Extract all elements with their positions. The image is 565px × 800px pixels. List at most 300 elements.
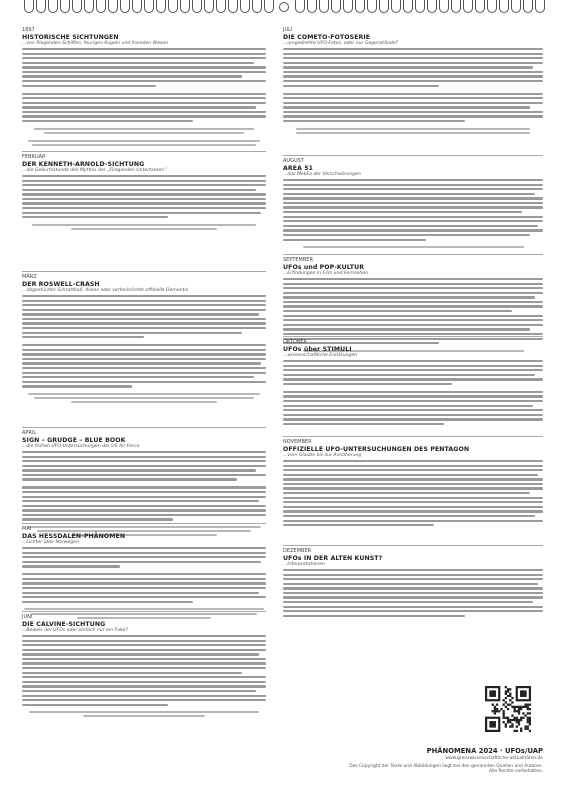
text-line xyxy=(283,197,543,199)
text-line xyxy=(22,592,259,594)
text-line xyxy=(283,225,538,227)
text-line xyxy=(283,206,543,208)
text-line xyxy=(22,71,266,73)
text-line xyxy=(22,62,254,64)
section-month: MÄRZ xyxy=(22,274,37,280)
text-line xyxy=(22,367,266,369)
text-line xyxy=(283,583,538,585)
section-body-text xyxy=(22,635,266,717)
text-line xyxy=(22,336,144,338)
text-line xyxy=(283,515,535,517)
text-line xyxy=(283,483,543,485)
binding-ring xyxy=(72,0,82,13)
binding-ring xyxy=(535,0,545,13)
binding-ring xyxy=(307,0,317,13)
text-line xyxy=(283,211,522,213)
caption-line xyxy=(296,132,530,134)
text-line xyxy=(22,313,259,315)
text-line xyxy=(283,71,543,73)
binding-ring xyxy=(216,0,226,13)
binding-ring xyxy=(60,0,70,13)
binding-ring xyxy=(144,0,154,13)
text-line xyxy=(22,381,266,383)
binding-ring xyxy=(499,0,509,13)
text-line xyxy=(22,469,256,471)
text-line xyxy=(22,573,266,575)
calendar-section xyxy=(22,28,266,149)
text-line xyxy=(22,587,266,589)
section-divider xyxy=(22,427,266,428)
binding-ring xyxy=(252,0,262,13)
section-month: JUNI xyxy=(22,614,33,620)
footer-rights: Alle Rechte vorbehalten. xyxy=(489,769,543,775)
footer-url: www.grenzwissenschaftliche-aktualitäten.de xyxy=(445,756,543,761)
text-line xyxy=(283,506,543,508)
section-divider xyxy=(283,545,543,546)
section-body-text xyxy=(22,547,266,619)
binding-ring xyxy=(475,0,485,13)
text-line xyxy=(22,518,173,520)
text-line xyxy=(283,360,543,362)
binding-ring xyxy=(36,0,46,13)
text-line xyxy=(22,565,120,567)
text-line xyxy=(22,451,266,453)
section-subtitle: ...Erfindungen in Film und Fernsehen xyxy=(283,270,369,276)
binding-ring xyxy=(240,0,250,13)
binding-ring xyxy=(415,0,425,13)
section-title: SIGN – GRUDGE – BLUE BOOK xyxy=(22,436,126,444)
text-line xyxy=(22,491,266,493)
calendar-section xyxy=(283,340,543,427)
calendar-section xyxy=(22,527,266,621)
text-line xyxy=(22,189,256,191)
binding-ring xyxy=(24,0,34,13)
section-divider xyxy=(283,254,543,255)
section-divider xyxy=(22,271,266,272)
text-line xyxy=(22,322,266,324)
caption-line xyxy=(28,393,260,395)
text-line xyxy=(283,319,543,321)
text-line xyxy=(22,635,266,637)
binding-ring xyxy=(355,0,365,13)
text-line xyxy=(283,574,543,576)
text-line xyxy=(22,505,266,507)
binding-ring xyxy=(343,0,353,13)
section-month: APRIL xyxy=(22,430,37,436)
text-line xyxy=(22,198,266,200)
text-line xyxy=(22,556,266,558)
text-line xyxy=(283,102,543,104)
text-line xyxy=(22,85,156,87)
text-line xyxy=(22,115,266,117)
text-line xyxy=(22,509,266,511)
caption-line xyxy=(29,711,258,713)
text-line xyxy=(22,500,259,502)
footer-copyright: Das Copyright der Texte und Abbildungen liegt bei den genannten Quellen und Autoren. xyxy=(349,764,543,769)
text-line xyxy=(283,106,530,108)
text-line xyxy=(283,478,543,480)
text-line xyxy=(283,188,543,190)
text-line xyxy=(22,658,266,660)
caption-line xyxy=(32,224,256,226)
calendar-section xyxy=(283,159,543,250)
section-divider xyxy=(283,155,543,156)
section-title: UFOs und POP-KULTUR xyxy=(283,263,365,271)
section-body-text xyxy=(22,175,266,230)
text-line xyxy=(22,318,266,320)
section-title: DAS HESSDALEN-PHÄNOMEN xyxy=(22,532,126,540)
text-line xyxy=(283,301,543,303)
text-line xyxy=(22,676,266,678)
text-line xyxy=(22,57,266,59)
binding-ring xyxy=(84,0,94,13)
text-line xyxy=(22,478,237,480)
section-title: HISTORISCHE SICHTUNGEN xyxy=(22,33,119,41)
section-title: DER KENNETH-ARNOLD-SICHTUNG xyxy=(22,160,145,168)
text-line xyxy=(22,460,266,462)
binding-ring xyxy=(96,0,106,13)
caption-line xyxy=(34,128,254,130)
text-line xyxy=(283,497,543,499)
binding-ring xyxy=(427,0,437,13)
text-line xyxy=(283,520,543,522)
text-line xyxy=(283,596,543,598)
text-line xyxy=(22,486,266,488)
section-body-text xyxy=(22,295,266,403)
binding-ring xyxy=(511,0,521,13)
text-line xyxy=(283,465,543,467)
text-line xyxy=(283,93,543,95)
text-line xyxy=(283,57,543,59)
caption-line xyxy=(44,132,244,134)
text-line xyxy=(22,48,266,50)
text-line xyxy=(283,487,543,489)
text-line xyxy=(22,202,266,204)
text-line xyxy=(283,85,439,87)
text-line xyxy=(283,296,535,298)
text-line xyxy=(283,324,543,326)
text-line xyxy=(22,175,266,177)
text-line xyxy=(22,681,266,683)
section-divider xyxy=(22,151,266,152)
text-line xyxy=(22,332,242,334)
section-body-text xyxy=(22,48,266,146)
caption-line xyxy=(83,715,205,717)
calendar-section xyxy=(22,615,266,720)
text-line xyxy=(283,120,465,122)
section-subtitle: ...die frühen UFO-Untersuchungen der US Air Force xyxy=(22,443,140,449)
text-line xyxy=(22,362,261,364)
binding-ring xyxy=(319,0,329,13)
text-line xyxy=(22,596,266,598)
text-line xyxy=(283,62,543,64)
text-line xyxy=(283,111,543,113)
text-line xyxy=(22,309,266,311)
text-line xyxy=(22,699,266,701)
text-line xyxy=(283,378,543,380)
text-line xyxy=(283,409,543,411)
text-line xyxy=(283,569,543,571)
section-title: UFOs über STIMULI xyxy=(283,345,352,353)
binding-ring xyxy=(403,0,413,13)
section-body-text xyxy=(283,569,543,617)
text-line xyxy=(283,287,543,289)
text-line xyxy=(283,239,426,241)
text-line xyxy=(22,193,266,195)
section-subtitle: ...die Geburtsstunde des Mythos der „Fliegenden Untertassen“ xyxy=(22,167,167,173)
section-subtitle: ...von fliegenden Schiffen, feurigen Kugeln und fremden Wesen xyxy=(22,40,169,46)
text-line xyxy=(22,496,266,498)
text-line xyxy=(22,120,193,122)
footer-title: PHÄNOMENA 2024 · UFOs/UAP xyxy=(426,747,543,755)
text-line xyxy=(283,469,543,471)
section-title: OFFIZIELLE UFO-UNTERSUCHUNGEN DES PENTAGON xyxy=(283,445,470,453)
text-line xyxy=(22,97,266,99)
binding-ring xyxy=(264,0,274,13)
text-line xyxy=(22,547,266,549)
caption-line xyxy=(71,401,217,403)
caption-line xyxy=(28,140,260,142)
text-line xyxy=(22,180,266,182)
section-subtitle: ...wissenschaftliche Erklärungen xyxy=(283,352,358,358)
text-line xyxy=(22,672,242,674)
text-line xyxy=(22,111,266,113)
section-divider xyxy=(22,523,266,524)
section-divider xyxy=(22,611,266,612)
text-line xyxy=(22,184,266,186)
binding-ring xyxy=(204,0,214,13)
section-body-text xyxy=(283,460,543,526)
text-line xyxy=(283,53,543,55)
binding-ring xyxy=(48,0,58,13)
binding-ring xyxy=(156,0,166,13)
section-subtitle: ...vom Glaube bis zur Annäherung xyxy=(283,452,362,458)
footer xyxy=(283,747,543,774)
text-line xyxy=(283,391,543,393)
text-line xyxy=(22,578,266,580)
section-month: JULI xyxy=(283,27,293,33)
section-subtitle: ...Lichter über Norwegen xyxy=(22,539,80,545)
section-month: SEPTEMBER xyxy=(283,257,313,263)
text-line xyxy=(283,80,543,82)
text-line xyxy=(22,80,266,82)
section-month: 1897 xyxy=(22,27,35,33)
spiral-binding xyxy=(0,0,565,16)
text-line xyxy=(283,405,533,407)
text-line xyxy=(283,492,530,494)
text-line xyxy=(283,66,533,68)
text-line xyxy=(22,704,168,706)
binding-ring xyxy=(451,0,461,13)
binding-ring xyxy=(132,0,142,13)
binding-ring xyxy=(180,0,190,13)
text-line xyxy=(22,66,266,68)
binding-ring xyxy=(367,0,377,13)
binding-ring xyxy=(228,0,238,13)
text-line xyxy=(283,578,543,580)
text-line xyxy=(283,48,543,50)
text-line xyxy=(283,283,543,285)
text-line xyxy=(283,510,543,512)
text-line xyxy=(22,561,261,563)
text-line xyxy=(283,184,543,186)
section-body-text xyxy=(283,179,543,248)
text-line xyxy=(22,514,266,516)
section-subtitle: ...das Mekka der Verschwörungen xyxy=(283,171,361,177)
text-line xyxy=(22,344,266,346)
text-line xyxy=(22,601,193,603)
section-title: DER ROSWELL-CRASH xyxy=(22,280,100,288)
text-line xyxy=(283,460,543,462)
text-line xyxy=(283,524,434,526)
section-title: DIE CALVINE-SICHTUNG xyxy=(22,620,106,628)
text-line xyxy=(283,292,543,294)
text-line xyxy=(22,358,266,360)
text-line xyxy=(22,93,266,95)
text-line xyxy=(283,474,538,476)
text-line xyxy=(283,75,543,77)
section-body-text xyxy=(283,360,543,425)
text-line xyxy=(283,365,543,367)
text-line xyxy=(283,383,452,385)
binding-ring xyxy=(463,0,473,13)
section-divider xyxy=(283,436,543,437)
text-line xyxy=(283,328,530,330)
text-line xyxy=(283,220,543,222)
text-line xyxy=(22,102,266,104)
text-line xyxy=(283,310,512,312)
text-line xyxy=(283,179,543,181)
caption-line xyxy=(34,397,254,399)
caption-line xyxy=(296,128,530,130)
text-line xyxy=(283,305,543,307)
text-line xyxy=(22,653,259,655)
section-month: AUGUST xyxy=(283,158,304,164)
text-line xyxy=(22,376,254,378)
section-month: OKTOBER xyxy=(283,339,307,345)
text-line xyxy=(283,610,543,612)
binding-ring xyxy=(523,0,533,13)
text-line xyxy=(22,644,266,646)
text-line xyxy=(283,202,543,204)
text-line xyxy=(22,465,266,467)
text-line xyxy=(283,592,543,594)
section-month: NOVEMBER xyxy=(283,439,312,445)
text-line xyxy=(22,474,266,476)
binding-ring xyxy=(108,0,118,13)
text-line xyxy=(22,685,266,687)
calendar-section xyxy=(283,440,543,529)
text-line xyxy=(283,587,543,589)
text-line xyxy=(22,106,256,108)
text-line xyxy=(22,649,266,651)
binding-ring xyxy=(295,0,305,13)
binding-ring xyxy=(391,0,401,13)
section-month: FEBRUAR xyxy=(22,154,46,160)
section-title: DIE COMETO-FOTOSERIE xyxy=(283,33,371,41)
text-line xyxy=(22,295,266,297)
hanging-hole xyxy=(279,2,289,12)
caption-line xyxy=(71,228,217,230)
text-line xyxy=(283,193,535,195)
section-title: UFOs IN DER ALTEN KUNST? xyxy=(283,554,383,562)
text-line xyxy=(283,97,543,99)
qr-code-icon xyxy=(485,686,531,732)
text-line xyxy=(283,501,543,503)
section-subtitle: ...Beweis der UFOs oder einfach nur ein Fake? xyxy=(22,627,128,633)
text-line xyxy=(283,400,543,402)
text-line xyxy=(22,385,132,387)
text-line xyxy=(22,212,261,214)
caption-line xyxy=(32,144,256,146)
section-subtitle: ...abgestürzter Schrottball, Aliens oder verheimlichte offizielle Dementis xyxy=(22,287,189,293)
text-line xyxy=(283,418,543,420)
text-line xyxy=(22,216,168,218)
text-line xyxy=(22,53,266,55)
calendar-section xyxy=(283,549,543,619)
text-line xyxy=(283,374,535,376)
text-line xyxy=(283,216,543,218)
text-line xyxy=(283,423,444,425)
text-line xyxy=(22,300,266,302)
section-subtitle: ...Interpretationen xyxy=(283,561,325,567)
text-line xyxy=(22,304,266,306)
text-line xyxy=(22,207,266,209)
binding-ring xyxy=(379,0,389,13)
binding-ring xyxy=(487,0,497,13)
section-subtitle: ...umgedrehte UFO-Fotos, oder nur Gegenstände? xyxy=(283,40,399,46)
text-line xyxy=(22,667,266,669)
text-line xyxy=(283,601,533,603)
text-line xyxy=(22,353,266,355)
text-line xyxy=(283,234,530,236)
binding-ring xyxy=(192,0,202,13)
text-line xyxy=(22,582,266,584)
text-line xyxy=(22,552,266,554)
binding-ring xyxy=(331,0,341,13)
calendar-section xyxy=(22,275,266,406)
text-line xyxy=(22,75,242,77)
caption-line xyxy=(303,246,524,248)
binding-ring xyxy=(439,0,449,13)
text-line xyxy=(22,640,266,642)
section-month: DEZEMBER xyxy=(283,548,311,554)
calendar-section xyxy=(22,155,266,232)
section-body-text xyxy=(283,48,543,134)
text-line xyxy=(22,456,266,458)
text-line xyxy=(283,615,465,617)
text-line xyxy=(22,349,266,351)
section-month: MAI xyxy=(22,526,32,532)
binding-ring xyxy=(168,0,178,13)
text-line xyxy=(283,606,543,608)
text-line xyxy=(22,695,266,697)
text-line xyxy=(283,414,543,416)
text-line xyxy=(22,690,256,692)
text-line xyxy=(283,369,543,371)
section-divider xyxy=(283,336,543,337)
calendar-section xyxy=(283,28,543,136)
text-line xyxy=(22,372,266,374)
text-line xyxy=(283,333,543,335)
text-line xyxy=(283,229,543,231)
text-line xyxy=(283,278,543,280)
text-line xyxy=(22,327,266,329)
text-line xyxy=(283,315,543,317)
text-line xyxy=(283,115,543,117)
text-line xyxy=(22,662,266,664)
binding-ring xyxy=(120,0,130,13)
